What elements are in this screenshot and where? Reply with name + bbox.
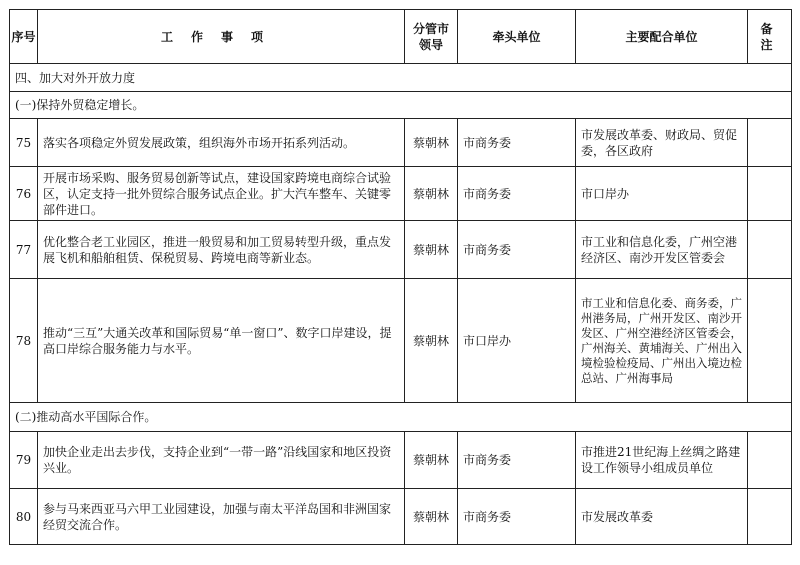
note-cell <box>748 489 792 545</box>
header-row <box>10 10 792 64</box>
table-row <box>10 221 792 279</box>
leader-name: 蔡朝林 <box>405 167 458 221</box>
header-matter: 工作事项 <box>38 10 405 64</box>
lead-unit: 市商务委 <box>458 167 576 221</box>
lead-unit: 市商务委 <box>458 221 576 279</box>
note-cell <box>748 221 792 279</box>
leader-name: 蔡朝林 <box>405 119 458 167</box>
partner-units: 市推进21世纪海上丝绸之路建设工作领导小组成员单位 <box>576 432 748 489</box>
work-matter: 推动“三互”大通关改革和国际贸易“单一窗口”、数字口岸建设，提高口岸综合服务能力与水平。 <box>38 279 405 403</box>
row-number: 77 <box>10 221 38 279</box>
table-row <box>10 279 792 403</box>
header-seq: 序号 <box>10 10 38 64</box>
section-row <box>10 64 792 92</box>
note-cell <box>748 119 792 167</box>
section-title: 四、加大对外开放力度 <box>10 64 792 92</box>
header-lead-unit: 牵头单位 <box>458 10 576 64</box>
table-row <box>10 489 792 545</box>
work-matter: 参与马来西亚马六甲工业园建设，加强与南太平洋岛国和非洲国家经贸交流合作。 <box>38 489 405 545</box>
leader-name: 蔡朝林 <box>405 221 458 279</box>
lead-unit: 市商务委 <box>458 432 576 489</box>
work-matter: 落实各项稳定外贸发展政策，组织海外市场开拓系列活动。 <box>38 119 405 167</box>
header-leader: 分管市领导 <box>405 10 458 64</box>
note-cell <box>748 167 792 221</box>
subsection-title: (二)推动高水平国际合作。 <box>10 403 792 432</box>
partner-units: 市发展改革委 <box>576 489 748 545</box>
work-matter: 加快企业走出去步伐，支持企业到“一带一路”沿线国家和地区投资兴业。 <box>38 432 405 489</box>
lead-unit: 市口岸办 <box>458 279 576 403</box>
leader-name: 蔡朝林 <box>405 279 458 403</box>
header-partners: 主要配合单位 <box>576 10 748 64</box>
table-row <box>10 119 792 167</box>
lead-unit: 市商务委 <box>458 119 576 167</box>
header-note: 备注 <box>748 10 792 64</box>
table-row <box>10 432 792 489</box>
note-cell <box>748 279 792 403</box>
partner-units: 市工业和信息化委、商务委，广州港务局，广州开发区、南沙开发区、广州空港经济区管委会，广州海关、黄埔海关、广州出入境检验检疫局、广州出入境边检总站、广州海事局 <box>576 279 748 403</box>
subsection-row <box>10 92 792 119</box>
leader-name: 蔡朝林 <box>405 432 458 489</box>
work-matter: 优化整合老工业园区，推进一般贸易和加工贸易转型升级，重点发展飞机和船舶租赁、保税贸易、跨境电商等新业态。 <box>38 221 405 279</box>
row-number: 80 <box>10 489 38 545</box>
partner-units: 市发展改革委、财政局、贸促委，各区政府 <box>576 119 748 167</box>
note-cell <box>748 432 792 489</box>
row-number: 78 <box>10 279 38 403</box>
work-matter: 开展市场采购、服务贸易创新等试点，建设国家跨境电商综合试验区，认定支持一批外贸综合服务试点企业。扩大汽车整车、关键零部件进口。 <box>38 167 405 221</box>
partner-units: 市工业和信息化委，广州空港经济区、南沙开发区管委会 <box>576 221 748 279</box>
subsection-title: (一)保持外贸稳定增长。 <box>10 92 792 119</box>
row-number: 76 <box>10 167 38 221</box>
row-number: 79 <box>10 432 38 489</box>
lead-unit: 市商务委 <box>458 489 576 545</box>
table-row <box>10 167 792 221</box>
leader-name: 蔡朝林 <box>405 489 458 545</box>
work-items-table <box>9 9 792 545</box>
row-number: 75 <box>10 119 38 167</box>
subsection-row <box>10 403 792 432</box>
partner-units: 市口岸办 <box>576 167 748 221</box>
